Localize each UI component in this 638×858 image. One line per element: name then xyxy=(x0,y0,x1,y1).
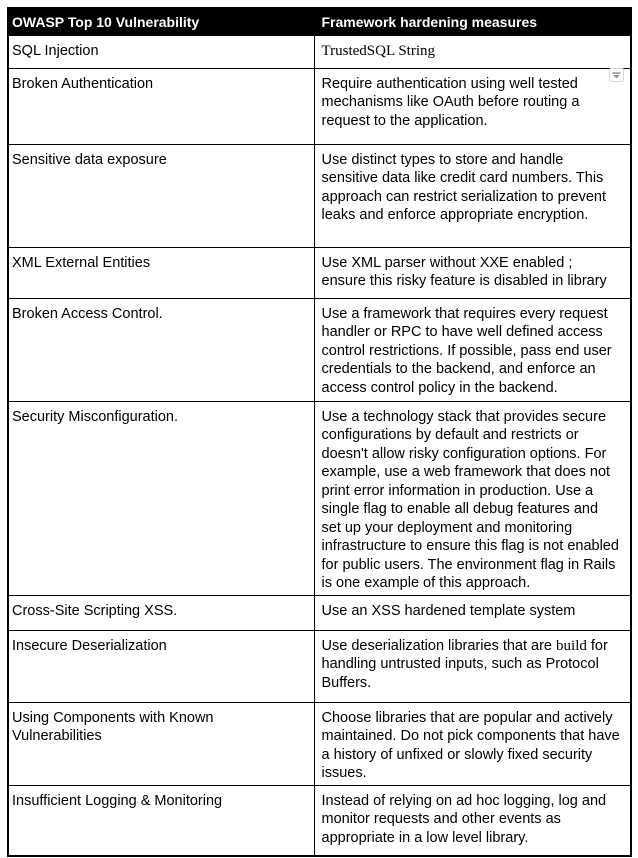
table-row xyxy=(8,630,631,702)
table-row xyxy=(8,702,631,785)
measure-cell xyxy=(314,702,631,785)
collapsed-dropdown-marker[interactable] xyxy=(609,68,624,82)
measure-cell xyxy=(314,595,631,630)
measure-text: Use distinct types to store and handle sensitive data like credit card numbers. This approach can restrict serialization to prevent leaks and enforce appropriate encryption. xyxy=(321,151,607,223)
measure-cell xyxy=(314,144,631,247)
measure-cell xyxy=(314,298,631,401)
vulnerability-cell: Insecure Deserialization xyxy=(8,630,314,702)
vulnerability-cell: XML External Entities xyxy=(8,247,314,298)
measure-text: Choose libraries that are popular and actively maintained. Do not pick components that have a history of unfixed or slowly fixed security issues. xyxy=(321,709,620,781)
table-row xyxy=(8,35,631,68)
vulnerability-cell: Security Misconfiguration. xyxy=(8,401,314,595)
measure-cell xyxy=(314,68,631,144)
measure-text: for handling untrusted inputs, such as Protocol Buffers. xyxy=(321,637,608,691)
measure-text: Instead of relying on ad hoc logging, log and monitor requests and other events as appropriate in a low level library. xyxy=(321,792,607,846)
measure-text: Use a technology stack that provides secure configurations by default and restricts or doesn't allow risky configuration options. For example, use a web framework that does not print error information in production. Use a single flag to enable all debug features and set up your deployment and monitoring infrastructure to ensure this flag is not enabled for public users. The environment flag in Rails is one example of this approach. xyxy=(321,408,619,591)
measure-text-serif: TrustedSQL String xyxy=(321,42,435,59)
measure-text: Use an XSS hardened template system xyxy=(321,602,576,619)
table-row xyxy=(8,68,631,144)
measure-cell xyxy=(314,35,631,68)
header-cell-vulnerability: OWASP Top 10 Vulnerability xyxy=(8,8,314,35)
measure-cell xyxy=(314,630,631,702)
vulnerability-cell: Insufficient Logging & Monitoring xyxy=(8,785,314,856)
vulnerability-cell: Sensitive data exposure xyxy=(8,144,314,247)
measure-cell xyxy=(314,785,631,856)
measure-cell xyxy=(314,247,631,298)
table-row xyxy=(8,247,631,298)
vulnerability-cell: Using Components with Known Vulnerabilities xyxy=(8,702,314,785)
vulnerability-cell: Broken Authentication xyxy=(8,68,314,144)
table-row xyxy=(8,144,631,247)
table-row xyxy=(8,785,631,856)
vulnerability-cell: Cross-Site Scripting XSS. xyxy=(8,595,314,630)
measure-cell xyxy=(314,401,631,595)
vulnerability-cell: Broken Access Control. xyxy=(8,298,314,401)
table-row xyxy=(8,401,631,595)
measure-text-serif: build xyxy=(556,637,587,654)
table-row xyxy=(8,595,631,630)
measure-text: Use a framework that requires every request handler or RPC to have well defined access control restrictions. If possible, pass end user credentials to the backend, and enforce an access control policy in the backend. xyxy=(321,305,612,396)
table-row xyxy=(8,298,631,401)
measure-text: Use XML parser without XXE enabled ; ensure this risky feature is disabled in library xyxy=(321,254,607,289)
owasp-hardening-table xyxy=(7,7,632,857)
header-cell-measures: Framework hardening measures xyxy=(314,8,631,35)
collapse-arrow-icon xyxy=(612,72,621,79)
header-row xyxy=(8,8,631,35)
measure-text: Require authentication using well tested mechanisms like OAuth before routing a request to the application. xyxy=(321,75,580,129)
vulnerability-cell: SQL Injection xyxy=(8,35,314,68)
measure-text: Use deserialization libraries that are xyxy=(321,637,557,654)
